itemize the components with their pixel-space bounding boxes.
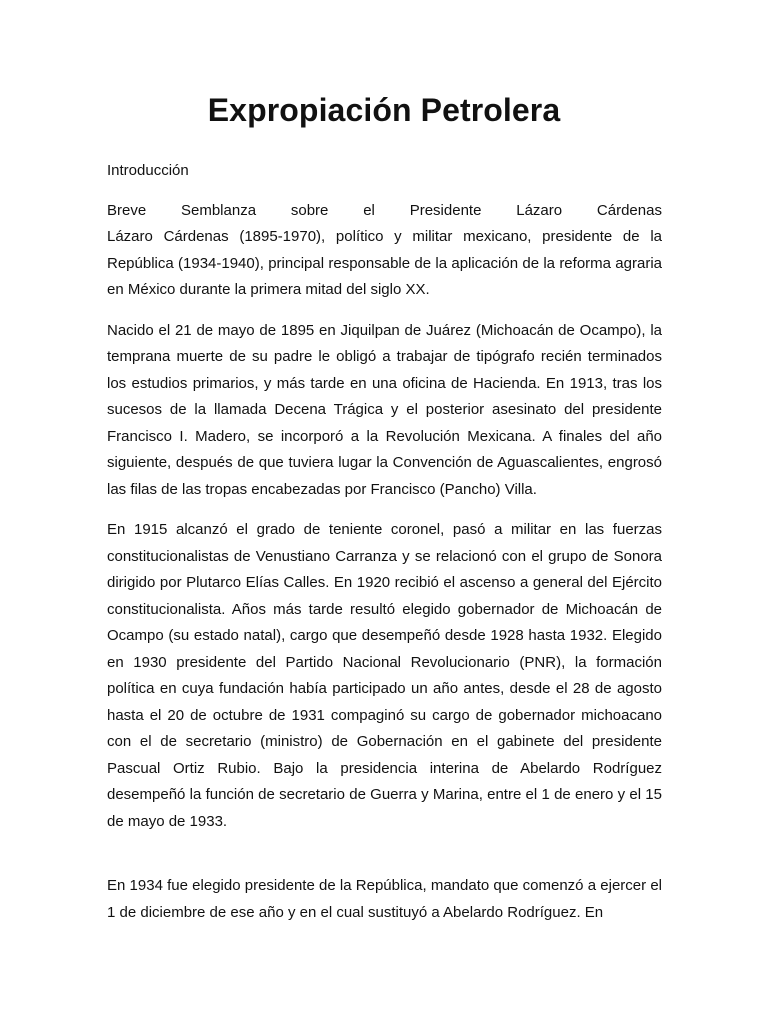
semblanza-word: Presidente bbox=[409, 201, 482, 219]
semblanza-word: Lázaro bbox=[516, 201, 563, 219]
paragraph-2: Nacido el 21 de mayo de 1895 en Jiquilpan de Juárez (Michoacán de Ocampo), la temprana muerte de su padre le obligó a trabajar de tipógrafo recién terminados los estudios primarios, y más tarde en una oficina de Hacienda. En 1913, tras los sucesos de la llamada Decena Trágica y el posterior asesinato del presidente Francisco I. Madero, se incorporó a la Revolución Mexicana. A finales del año siguiente, después de que tuviera lugar la Convención de Aguascalientes, engrosó las filas de las tropas encabezadas por Francisco (Pancho) Villa. bbox=[107, 321, 662, 498]
semblanza-word: Semblanza bbox=[181, 201, 257, 219]
paragraph-semblanza bbox=[107, 198, 662, 304]
document-title: Expropiación Petrolera bbox=[207, 92, 561, 128]
semblanza-word: sobre bbox=[290, 201, 329, 219]
document-body bbox=[107, 158, 662, 940]
paragraph-4: En 1934 fue elegido presidente de la República, mandato que comenzó a ejercer el 1 de diciembre de ese año y en el cual sustituyó a Abelardo Rodríguez. En bbox=[107, 877, 662, 921]
semblanza-word: el bbox=[363, 201, 375, 219]
semblanza-word: Cárdenas bbox=[596, 201, 662, 219]
paragraph-1-text: Lázaro Cárdenas (1895-1970), político y militar mexicano, presidente de la República (1934-1940), principal responsable de la aplicación de la reforma agraria en México durante la primera mitad del siglo XX. bbox=[107, 228, 662, 298]
semblanza-word: Breve bbox=[107, 201, 147, 219]
intro-heading: Introducción bbox=[107, 162, 189, 179]
semblanza-heading-line bbox=[107, 198, 662, 225]
paragraph-3: En 1915 alcanzó el grado de teniente coronel, pasó a militar en las fuerzas constitucionalistas de Venustiano Carranza y se relacionó con el grupo de Sonora dirigido por Plutarco Elías Calles. En 1920 recibió el ascenso a general del Ejército constitucionalista. Años más tarde resultó elegido gobernador de Michoacán de Ocampo (su estado natal), cargo que desempeñó desde 1928 hasta 1932. Elegido en 1930 presidente del Partido Nacional Revolucionario (PNR), la formación política en cuya fundación había participado un año antes, desde el 28 de agosto hasta el 20 de octubre de 1931 compaginó su cargo de gobernador michoacano con el de secretario (ministro) de Gobernación en el gabinete del presidente Pascual Ortiz Rubio. Bajo la presidencia interina de Abelardo Rodríguez desempeñó la función de secretario de Guerra y Marina, entre el 1 de enero y el 15 de mayo de 1933. bbox=[107, 521, 662, 830]
